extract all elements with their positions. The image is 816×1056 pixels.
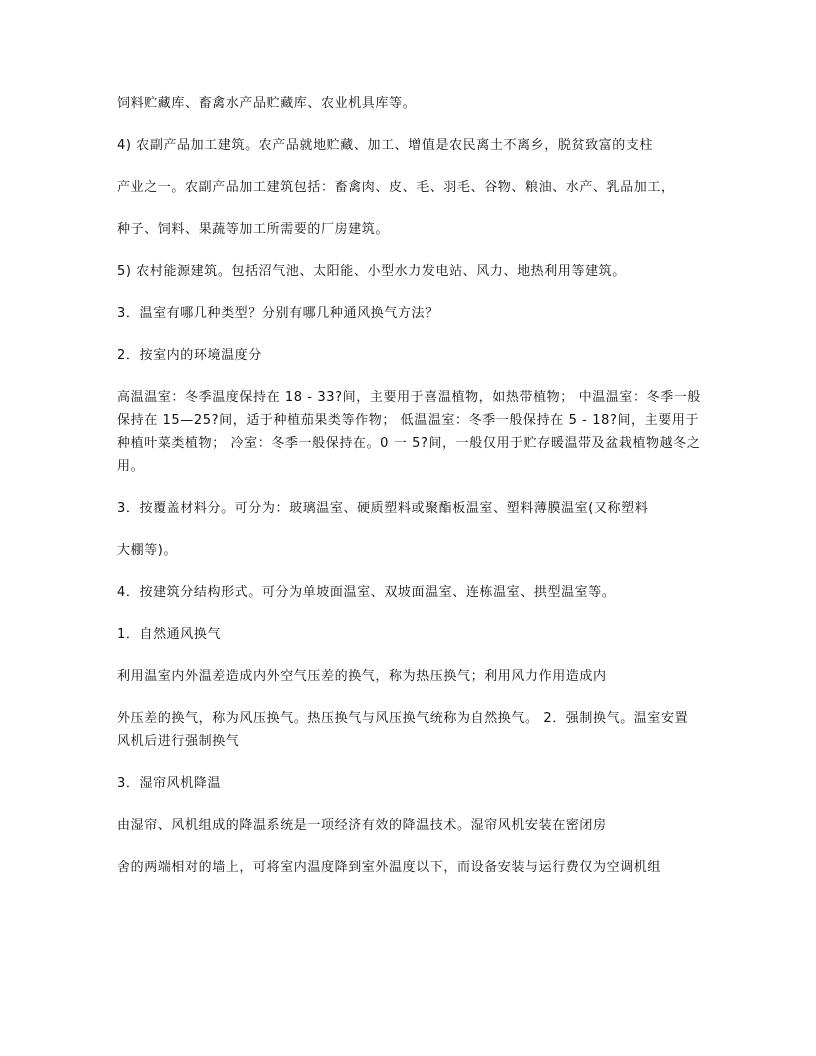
heading-natural-ventilation: 1．自然通风换气 (117, 627, 222, 642)
paragraph-temperature-classes: 高温温室：冬季温度保持在 18 - 33?间，主要用于喜温植物，如热带植物； 中温温室：冬季一般保持在 15—25?间，适于种植茄果类等作物； 低温温室：冬季一般保持在 5 - 18?间，主要用于种植叶菜类植物； 冷室：冬季一般保持在。0 一 5?间，一般仅用于贮存暖温带及盆栽植物越冬之用。 (117, 390, 702, 474)
heading-wet-curtain-cooling: 3．湿帘风机降温 (117, 776, 222, 791)
heading-by-temperature: 2．按室内的环境温度分 (117, 348, 262, 363)
paragraph-cooling-installation: 舍的两端相对的墙上，可将室内温度降到室外温度以下，而设备安装与运行费仅为空调机组 (117, 860, 662, 875)
question-greenhouse-types: 3．温室有哪几种类型？分别有哪几种通风换气方法？ (117, 306, 439, 321)
paragraph-storage-buildings: 饲料贮藏库、畜禽水产品贮藏库、农业机具库等。 (117, 96, 417, 111)
paragraph-by-covering-material: 3．按覆盖材料分。可分为：玻璃温室、硬质塑料或聚酯板温室、塑料薄膜温室(又称塑料 (117, 501, 649, 516)
paragraph-processing-plants: 种子、饲料、果蔬等加工所需要的厂房建筑。 (117, 222, 390, 237)
paragraph-cooling-system: 由湿帘、风机组成的降温系统是一项经济有效的降温技术。湿帘风机安装在密闭房 (117, 818, 607, 833)
paragraph-processing-buildings: 4) 农副产品加工建筑。农产品就地贮藏、加工、增值是农民离土不离乡，脱贫致富的支柱 (117, 138, 654, 153)
paragraph-wind-pressure: 外压差的换气，称为风压换气。热压换气与风压换气统称为自然换气。 2．强制换气。温室安置风机后进行强制换气 (117, 711, 689, 749)
paragraph-thermal-pressure: 利用温室内外温差造成内外空气压差的换气，称为热压换气；利用风力作用造成内 (117, 669, 607, 684)
paragraph-energy-buildings: 5) 农村能源建筑。包括沼气池、太阳能、小型水力发电站、风力、地热利用等建筑。 (117, 264, 626, 279)
paragraph-covering-continued: 大棚等)。 (117, 543, 178, 558)
paragraph-processing-types: 产业之一。农副产品加工建筑包括：畜禽肉、皮、毛、羽毛、谷物、粮油、水产、乳品加工， (117, 180, 675, 195)
document-body (117, 92, 701, 898)
paragraph-by-structure: 4．按建筑分结构形式。可分为单坡面温室、双坡面温室、连栋温室、拱型温室等。 (117, 585, 616, 600)
